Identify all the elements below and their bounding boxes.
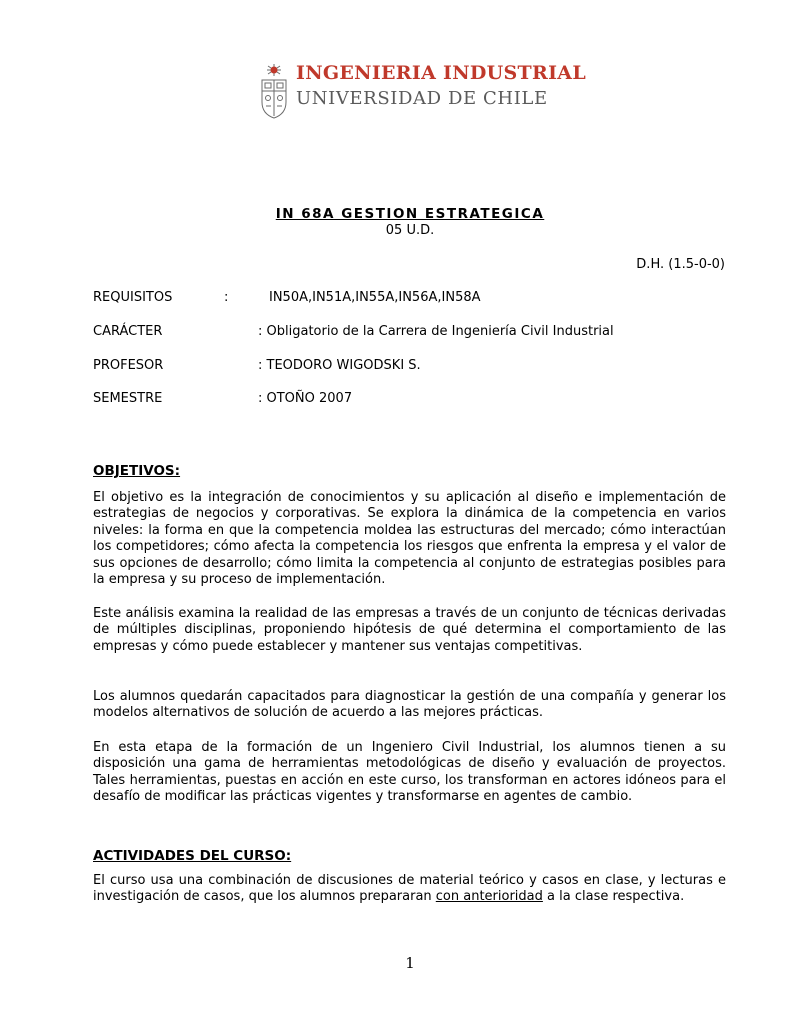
actividades-text-before: El curso usa una combinación de discusiones de material teórico y casos en clase, y lecturas e investigación de casos, que los alumnos prepararan	[93, 873, 726, 905]
semestre-value: : OTOÑO 2007	[258, 391, 353, 406]
actividades-paragraph-1	[93, 873, 726, 906]
profesor-value: : TEODORO WIGODSKI S.	[258, 358, 421, 373]
objetivos-heading: OBJETIVOS:	[93, 463, 181, 479]
objetivos-paragraph-4: En esta etapa de la formación de un Ingeniero Civil Industrial, los alumnos tienen a su disposición una gama de herramientas metodológicas de diseño y evaluación de proyectos. Tales herramientas, puestas en acción en este curso, los transforman en actores idóneos para el desafío de modificar las prácticas vigentes y transformarse en agentes de cambio.	[93, 740, 726, 805]
requisitos-label: REQUISITOS	[93, 290, 173, 305]
university-crest-icon	[258, 62, 290, 120]
course-units: 05 U.D.	[385, 223, 435, 238]
requisitos-value: IN50A,IN51A,IN55A,IN56A,IN58A	[269, 290, 481, 305]
course-title: IN 68A GESTION ESTRATEGICA	[275, 206, 545, 222]
semestre-label: SEMESTRE	[93, 391, 163, 406]
logo-title: INGENIERIA INDUSTRIAL	[296, 62, 586, 84]
caracter-value: : Obligatorio de la Carrera de Ingeniería Civil Industrial	[258, 324, 614, 339]
actividades-heading: ACTIVIDADES DEL CURSO:	[93, 848, 292, 864]
page-number: 1	[405, 954, 415, 972]
institution-logo	[258, 60, 586, 122]
objetivos-paragraph-2: Este análisis examina la realidad de las empresas a través de un conjunto de técnicas derivadas de múltiples disciplinas, proponiendo hipótesis de qué determina el comportamiento de las empresas y cómo puede establecer y mantener sus ventajas competitivas.	[93, 606, 726, 654]
course-hours: D.H. (1.5-0-0)	[636, 257, 725, 272]
objetivos-paragraph-1: El objetivo es la integración de conocimientos y su aplicación al diseño e implementación de estrategias de negocios y corporativas. Se explora la dinámica de la competencia en varios niveles: la forma en que la competencia moldea las estructuras del mercado; cómo interactúan los competidores; cómo afecta la competencia los riesgos que enfrenta la empresa y el valor de sus opciones de desarrollo; cómo limita la competencia al conjunto de estrategias posibles para la empresa y su proceso de implementación.	[93, 490, 726, 588]
objetivos-paragraph-3: Los alumnos quedarán capacitados para diagnosticar la gestión de una compañía y generar los modelos alternativos de solución de acuerdo a las mejores prácticas.	[93, 689, 726, 721]
requisitos-colon: :	[224, 290, 229, 305]
actividades-text-after: a la clase respectiva.	[542, 889, 685, 905]
actividades-text-underlined: con anterioridad	[435, 889, 543, 905]
logo-subtitle: UNIVERSIDAD DE CHILE	[296, 88, 548, 109]
profesor-label: PROFESOR	[93, 358, 164, 373]
caracter-label: CARÁCTER	[93, 324, 163, 339]
